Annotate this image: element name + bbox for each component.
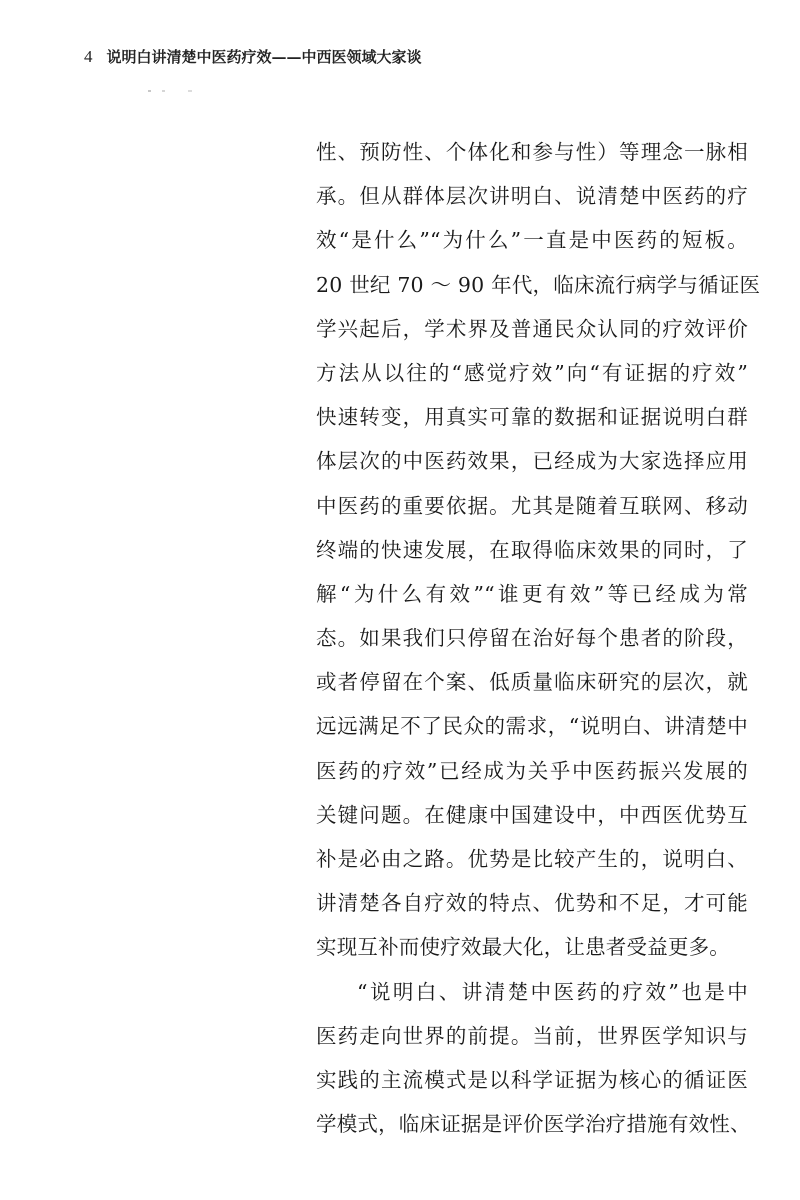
text-line: 关键问题。在健康中国建设中，中西医优势互	[316, 802, 748, 827]
body-text	[316, 130, 761, 1146]
paragraph-1	[316, 130, 761, 970]
text-line: 学兴起后，学术界及普通民众认同的疗效评价	[316, 316, 748, 341]
text-line: 体层次的中医药效果，已经成为大家选择应用	[316, 449, 748, 474]
text-line: 解“为什么有效”“谁更有效”等已经成为常	[316, 581, 748, 606]
text-line: 效“是什么”“为什么”一直是中医药的短板。	[316, 228, 748, 253]
scan-artifact	[148, 90, 202, 92]
text-line: 中医药的重要依据。尤其是随着互联网、移动	[316, 493, 748, 518]
text-line: 或者停留在个案、低质量临床研究的层次，就	[316, 670, 748, 695]
running-header	[84, 46, 422, 67]
text-line: 20 世纪 70 ～ 90 年代，临床流行病学与循证医	[316, 272, 761, 297]
text-line: 讲清楚各自疗效的特点、优势和不足，才可能	[316, 891, 748, 916]
page-number: 4	[84, 47, 93, 66]
text-line: 实践的主流模式是以科学证据为核心的循证医	[316, 1067, 748, 1092]
book-title: 说明白讲清楚中医药疗效——中西医领域大家谈	[106, 48, 422, 66]
text-line: 医药走向世界的前提。当前，世界医学知识与	[316, 1023, 748, 1048]
text-line: 学模式，临床证据是评价医学治疗措施有效性、	[316, 1112, 751, 1137]
text-line: 态。如果我们只停留在治好每个患者的阶段，	[316, 626, 748, 651]
text-line: 终端的快速发展，在取得临床效果的同时，了	[316, 537, 748, 562]
text-line: 医药的疗效”已经成为关乎中医药振兴发展的	[316, 758, 748, 783]
text-line: 远远满足不了民众的需求，“说明白、讲清楚中	[316, 714, 748, 739]
text-line: 承。但从群体层次讲明白、说清楚中医药的疗	[316, 184, 748, 209]
text-line: 补是必由之路。优势是比较产生的，说明白、	[316, 847, 748, 871]
text-line: 方法从以往的“感觉疗效”向“有证据的疗效”	[316, 360, 748, 385]
text-line: 实现互补而使疗效最大化，让患者受益更多。	[316, 935, 730, 960]
text-line: 快速转变，用真实可靠的数据和证据说明白群	[316, 405, 748, 430]
paragraph-2	[316, 970, 751, 1147]
text-line: “说明白、讲清楚中医药的疗效”也是中	[357, 979, 748, 1004]
text-line: 性、预防性、个体化和参与性）等理念一脉相	[316, 140, 748, 164]
